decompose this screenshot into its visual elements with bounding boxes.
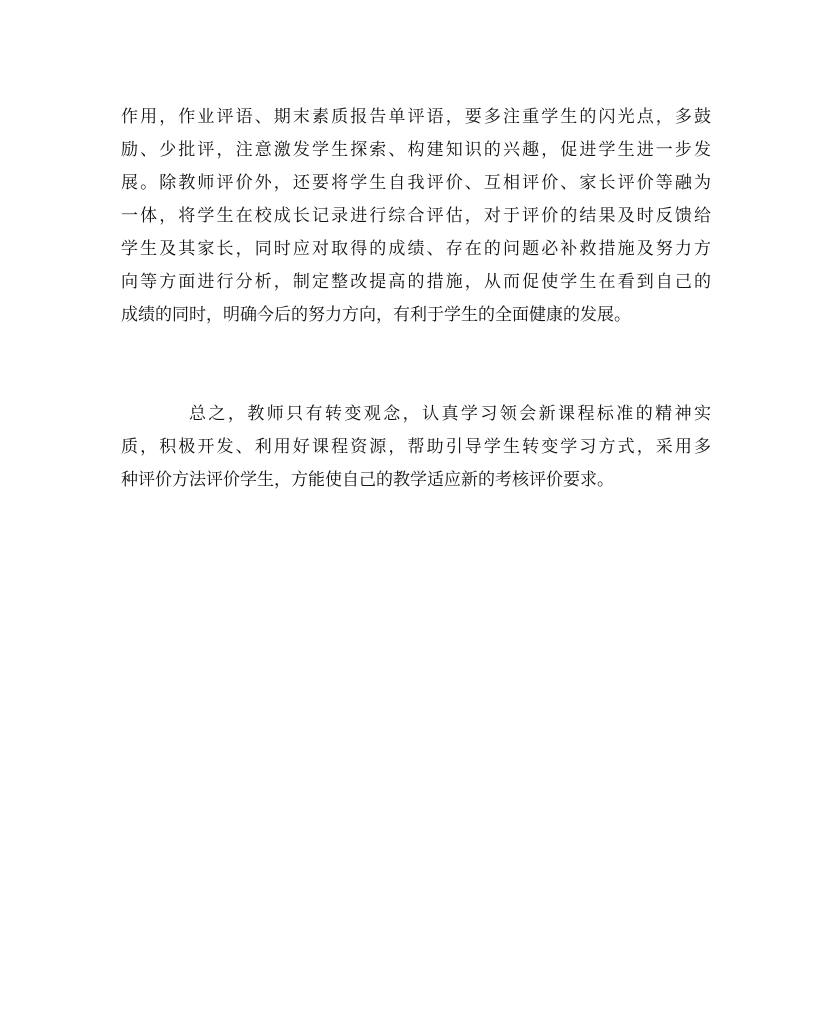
text-line: 向等方面进行分析，制定整改提高的措施，从而促使学生在看到自己的	[121, 272, 711, 292]
paragraph-conclusion	[121, 398, 711, 497]
text-line: 学生及其家长，同时应对取得的成绩、存在的问题必补救措施及努力方	[121, 239, 711, 259]
text-line: 展。除教师评价外，还要将学生自我评价、互相评价、家长评价等融为	[121, 173, 711, 193]
text-line: 一体，将学生在校成长记录进行综合评估，对于评价的结果及时反馈给	[121, 206, 711, 226]
paragraph-evaluation	[121, 101, 711, 332]
text-line: 种评价方法评价学生，方能使自己的教学适应新的考核评价要求。	[121, 470, 614, 490]
text-line: 质，积极开发、利用好课程资源，帮助引导学生转变学习方式，采用多	[121, 437, 711, 457]
text-line: 总之，教师只有转变观念，认真学习领会新课程标准的精神实	[189, 404, 711, 424]
text-line: 作用，作业评语、期末素质报告单评语，要多注重学生的闪光点，多鼓	[121, 107, 711, 127]
text-line: 成绩的同时，明确今后的努力方向，有利于学生的全面健康的发展。	[121, 305, 631, 325]
text-line: 励、少批评，注意激发学生探索、构建知识的兴趣，促进学生进一步发	[121, 140, 711, 160]
